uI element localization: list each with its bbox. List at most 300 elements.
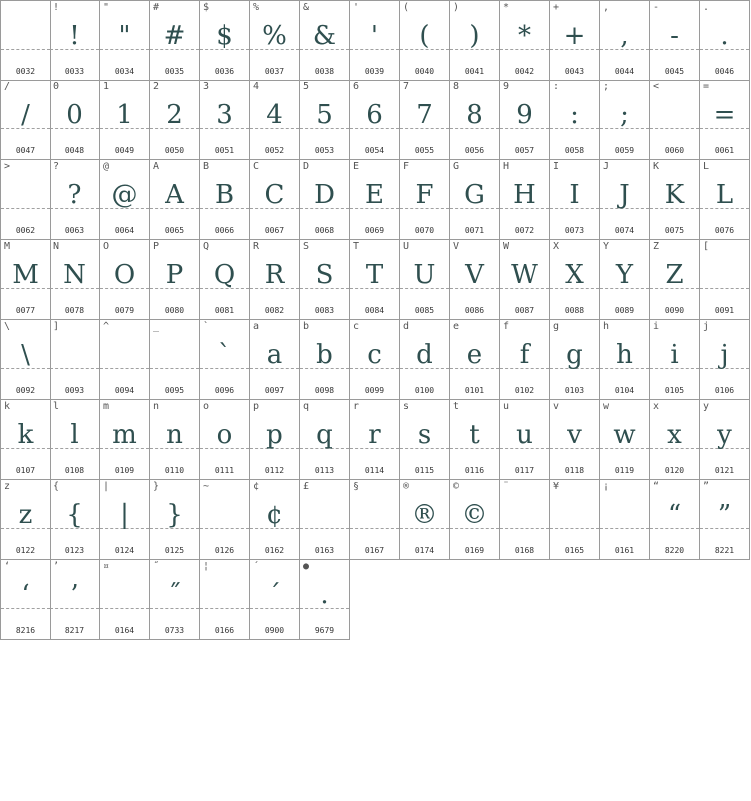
glyph-label: + (553, 2, 560, 13)
glyph-sample: 6 (366, 100, 383, 130)
glyph-code: 0126 (214, 546, 235, 555)
glyph-cell (100, 560, 150, 640)
glyph-code: 0068 (314, 226, 335, 235)
glyph-sample: 1 (116, 100, 133, 130)
glyph-cell (300, 320, 350, 400)
glyph-code: 0037 (264, 67, 285, 76)
glyph-code: 0053 (314, 146, 335, 155)
glyph-label: " (103, 2, 110, 13)
baseline-guide (150, 368, 199, 369)
glyph-label: ' (353, 2, 360, 13)
glyph-code: 0105 (664, 386, 685, 395)
glyph-label: $ (203, 2, 210, 13)
glyph-code: 0038 (314, 67, 335, 76)
glyph-cell (450, 480, 500, 560)
glyph-sample: Q (213, 260, 236, 290)
glyph-cell (450, 240, 500, 320)
baseline-guide (600, 528, 649, 529)
glyph-cell (600, 320, 650, 400)
glyph-cell (0, 0, 51, 81)
glyph-code: 0070 (414, 226, 435, 235)
glyph-cell (450, 0, 500, 81)
glyph-sample: D (314, 180, 335, 210)
glyph-code: 0086 (464, 306, 485, 315)
baseline-guide (300, 528, 349, 529)
glyph-sample: 3 (216, 100, 233, 130)
glyph-code: 0097 (264, 386, 285, 395)
glyph-sample: S (315, 260, 334, 290)
glyph-sample: = (713, 100, 736, 130)
glyph-label: D (303, 161, 310, 172)
glyph-cell (150, 320, 200, 400)
glyph-label: H (503, 161, 510, 172)
glyph-cell (250, 0, 300, 81)
glyph-code: 0046 (714, 67, 735, 76)
baseline-guide (100, 368, 149, 369)
glyph-code: 0102 (514, 386, 535, 395)
glyph-sample: B (214, 180, 235, 210)
glyph-code: 0111 (214, 466, 235, 475)
glyph-label: g (553, 321, 560, 332)
glyph-label: § (353, 481, 360, 492)
glyph-cell (550, 400, 600, 480)
glyph-sample: x (667, 420, 682, 450)
glyph-cell (650, 320, 700, 400)
glyph-sample: - (670, 21, 679, 51)
glyph-code: 0047 (15, 146, 36, 155)
glyph-sample: s (417, 420, 432, 450)
glyph-code: 0091 (714, 306, 735, 315)
glyph-code: 0096 (214, 386, 235, 395)
baseline-guide (650, 128, 699, 129)
glyph-label: S (303, 241, 310, 252)
glyph-cell (200, 80, 250, 160)
glyph-code: 0065 (164, 226, 185, 235)
glyph-label: t (453, 401, 460, 412)
glyph-label: p (253, 401, 260, 412)
glyph-code: 0733 (164, 626, 185, 635)
glyph-cell (350, 0, 400, 81)
glyph-label: _ (153, 321, 160, 332)
glyph-code: 0077 (15, 306, 36, 315)
glyph-cell (700, 400, 750, 480)
glyph-label: 8 (453, 81, 460, 92)
glyph-code: 0167 (364, 546, 385, 555)
glyph-cell (350, 240, 400, 320)
glyph-code: 0117 (514, 466, 535, 475)
glyph-label: ’ (53, 561, 60, 572)
glyph-sample: f (519, 340, 530, 370)
glyph-label: ~ (203, 481, 210, 492)
glyph-code: 0059 (614, 146, 635, 155)
glyph-cell (300, 560, 350, 640)
glyph-sample: ” (717, 500, 732, 530)
glyph-sample: I (569, 180, 580, 210)
glyph-code: 0060 (664, 146, 685, 155)
glyph-cell (100, 240, 150, 320)
glyph-label: w (603, 401, 610, 412)
glyph-sample: c (367, 340, 382, 370)
glyph-code: 0071 (464, 226, 485, 235)
glyph-code: 0084 (364, 306, 385, 315)
glyph-code: 0045 (664, 67, 685, 76)
glyph-label: r (353, 401, 360, 412)
glyph-sample: : (570, 100, 579, 130)
glyph-cell (200, 0, 250, 81)
glyph-label: Z (653, 241, 660, 252)
glyph-cell (350, 400, 400, 480)
glyph-sample: H (513, 180, 536, 210)
glyph-code: 0058 (564, 146, 585, 155)
baseline-guide (350, 528, 399, 529)
glyph-sample: N (63, 260, 86, 290)
glyph-code: 0043 (564, 67, 585, 76)
glyph-sample: M (12, 260, 39, 290)
glyph-label: “ (653, 481, 660, 492)
glyph-cell (700, 0, 750, 81)
glyph-sample: * (518, 21, 531, 51)
glyph-label: 9 (503, 81, 510, 92)
glyph-cell (350, 320, 400, 400)
glyph-code: 0042 (514, 67, 535, 76)
glyph-label: @ (103, 161, 110, 172)
glyph-cell (700, 240, 750, 320)
glyph-label: n (153, 401, 160, 412)
glyph-cell (350, 80, 400, 160)
glyph-code: 0120 (664, 466, 685, 475)
baseline-guide (1, 208, 50, 209)
glyph-label: x (653, 401, 660, 412)
glyph-label: h (603, 321, 610, 332)
glyph-label: 3 (203, 81, 210, 92)
glyph-cell (150, 240, 200, 320)
glyph-cell (250, 480, 300, 560)
glyph-code: 8217 (64, 626, 85, 635)
glyph-code: 0123 (64, 546, 85, 555)
glyph-sample: n (166, 420, 183, 450)
glyph-cell (450, 320, 500, 400)
glyph-label: k (4, 401, 11, 412)
glyph-label: / (4, 81, 11, 92)
glyph-cell (50, 480, 100, 560)
glyph-sample: C (264, 180, 285, 210)
glyph-cell (600, 160, 650, 240)
glyph-cell (0, 320, 51, 400)
glyph-sample: ¢ (266, 500, 283, 530)
glyph-label: B (203, 161, 210, 172)
glyph-code: 0174 (414, 546, 435, 555)
glyph-cell (100, 400, 150, 480)
glyph-cell (50, 80, 100, 160)
glyph-sample: 5 (316, 100, 333, 130)
glyph-sample: p (266, 420, 283, 450)
glyph-label: b (303, 321, 310, 332)
glyph-code: 8221 (714, 546, 735, 555)
glyph-cell (650, 400, 700, 480)
glyph-sample: 7 (416, 100, 433, 130)
glyph-cell (650, 0, 700, 81)
glyph-sample: ` (218, 340, 231, 370)
glyph-label: c (353, 321, 360, 332)
glyph-code: 0066 (214, 226, 235, 235)
glyph-label: ¡ (603, 481, 610, 492)
glyph-sample: F (415, 180, 434, 210)
glyph-cell (150, 480, 200, 560)
glyph-label: L (703, 161, 710, 172)
glyph-code: 0051 (214, 146, 235, 155)
glyph-code: 0069 (364, 226, 385, 235)
glyph-cell (0, 400, 51, 480)
glyph-cell (300, 80, 350, 160)
glyph-sample: ) (469, 21, 480, 51)
glyph-cell (400, 240, 450, 320)
glyph-cell (400, 80, 450, 160)
glyph-code: 0169 (464, 546, 485, 555)
glyph-label: ¢ (253, 481, 260, 492)
glyph-code: 0109 (114, 466, 135, 475)
glyph-label: T (353, 241, 360, 252)
glyph-label: ] (53, 321, 60, 332)
glyph-code: 0116 (464, 466, 485, 475)
glyph-code: 0087 (514, 306, 535, 315)
glyph-code: 0092 (15, 386, 36, 395)
glyph-code: 0122 (15, 546, 36, 555)
glyph-sample: 0 (66, 100, 83, 130)
glyph-code: 0036 (214, 67, 235, 76)
glyph-cell (150, 400, 200, 480)
glyph-code: 0089 (614, 306, 635, 315)
glyph-sample: O (113, 260, 136, 290)
glyph-code: 0107 (15, 466, 36, 475)
baseline-guide (500, 528, 549, 529)
glyph-cell (100, 80, 150, 160)
glyph-code: 0049 (114, 146, 135, 155)
glyph-label: d (403, 321, 410, 332)
glyph-cell (700, 320, 750, 400)
glyph-label: } (153, 481, 160, 492)
glyph-sample: J (619, 180, 630, 210)
glyph-label: I (553, 161, 560, 172)
glyph-label: z (4, 481, 11, 492)
glyph-sample: y (717, 420, 732, 450)
glyph-code: 0044 (614, 67, 635, 76)
glyph-code: 0088 (564, 306, 585, 315)
glyph-label: & (303, 2, 310, 13)
glyph-label: U (403, 241, 410, 252)
glyph-code: 0165 (564, 546, 585, 555)
glyph-cell (250, 240, 300, 320)
glyph-code: 0101 (464, 386, 485, 395)
glyph-code: 0078 (64, 306, 85, 315)
glyph-cell (0, 560, 51, 640)
glyph-cell (500, 320, 550, 400)
glyph-label: O (103, 241, 110, 252)
glyph-sample: K (664, 180, 685, 210)
glyph-cell (400, 320, 450, 400)
glyph-cell (450, 400, 500, 480)
glyph-label: e (453, 321, 460, 332)
glyph-cell (100, 160, 150, 240)
glyph-sample: g (566, 340, 583, 370)
glyph-label: ” (703, 481, 710, 492)
glyph-sample: ΄ (268, 580, 281, 610)
glyph-cell (0, 80, 51, 160)
glyph-sample: ® (411, 500, 438, 530)
glyph-code: 0075 (664, 226, 685, 235)
glyph-code: 0076 (714, 226, 735, 235)
glyph-code: 0108 (64, 466, 85, 475)
glyph-cell (50, 560, 100, 640)
glyph-label: P (153, 241, 160, 252)
glyph-code: 0034 (114, 67, 135, 76)
glyph-label: 1 (103, 81, 110, 92)
glyph-code: 0072 (514, 226, 535, 235)
glyph-code: 0062 (15, 226, 36, 235)
glyph-label: Q (203, 241, 210, 252)
glyph-code: 0082 (264, 306, 285, 315)
glyph-label: q (303, 401, 310, 412)
glyph-label: | (103, 481, 110, 492)
glyph-label: . (703, 2, 710, 13)
glyph-label: ¤ (103, 561, 110, 572)
glyph-sample: % (262, 21, 287, 51)
glyph-sample: u (516, 420, 533, 450)
glyph-label: M (4, 241, 11, 252)
glyph-code: 0090 (664, 306, 685, 315)
glyph-cell (700, 80, 750, 160)
glyph-sample: , (620, 21, 629, 51)
glyph-cell (300, 480, 350, 560)
glyph-label: X (553, 241, 560, 252)
glyph-code: 0067 (264, 226, 285, 235)
glyph-cell (600, 400, 650, 480)
glyph-label: 2 (153, 81, 160, 92)
glyph-cell (500, 480, 550, 560)
glyph-code: 0052 (264, 146, 285, 155)
glyph-label: 7 (403, 81, 410, 92)
glyph-code: 0048 (64, 146, 85, 155)
glyph-label: N (53, 241, 60, 252)
glyph-label: v (553, 401, 560, 412)
glyph-sample: R (264, 260, 285, 290)
glyph-sample: { (66, 500, 83, 530)
glyph-cell (400, 480, 450, 560)
glyph-label: W (503, 241, 510, 252)
glyph-code: 0166 (214, 626, 235, 635)
glyph-code: 0035 (164, 67, 185, 76)
glyph-code: 0100 (414, 386, 435, 395)
glyph-cell (50, 0, 100, 81)
glyph-cell (550, 480, 600, 560)
glyph-label: < (653, 81, 660, 92)
glyph-cell (50, 320, 100, 400)
glyph-code: 0110 (164, 466, 185, 475)
glyph-sample: o (216, 420, 233, 450)
glyph-label: f (503, 321, 510, 332)
glyph-cell (150, 80, 200, 160)
glyph-sample: 4 (266, 100, 283, 130)
glyph-code: 0056 (464, 146, 485, 155)
glyph-sample: “ (667, 500, 682, 530)
glyph-cell (650, 80, 700, 160)
glyph-label: C (253, 161, 260, 172)
glyph-cell (250, 160, 300, 240)
glyph-cell (200, 480, 250, 560)
glyph-cell (500, 80, 550, 160)
glyph-label: J (603, 161, 610, 172)
glyph-label: ¥ (553, 481, 560, 492)
glyph-label: \ (4, 321, 11, 332)
glyph-label: y (703, 401, 710, 412)
glyph-code: 0112 (264, 466, 285, 475)
glyph-cell (200, 240, 250, 320)
glyph-label: * (503, 2, 510, 13)
glyph-cell (300, 160, 350, 240)
glyph-cell (150, 560, 200, 640)
glyph-cell (250, 80, 300, 160)
glyph-sample: 9 (516, 100, 533, 130)
glyph-cell (50, 400, 100, 480)
glyph-cell (550, 0, 600, 81)
glyph-label: , (603, 2, 610, 13)
glyph-sample: l (70, 420, 79, 450)
glyph-sample: b (316, 340, 333, 370)
glyph-sample: Z (665, 260, 684, 290)
glyph-sample: A (165, 180, 184, 210)
baseline-guide (550, 528, 599, 529)
glyph-cell (200, 560, 250, 640)
glyph-sample: " (118, 21, 131, 51)
glyph-label: ΄ (253, 561, 260, 572)
glyph-cell (400, 0, 450, 81)
glyph-sample: t (469, 420, 480, 450)
glyph-code: 0106 (714, 386, 735, 395)
glyph-cell (250, 320, 300, 400)
glyph-label: ˝ (153, 561, 160, 572)
glyph-code: 0040 (414, 67, 435, 76)
glyph-cell (250, 400, 300, 480)
glyph-code: 0163 (314, 546, 335, 555)
glyph-cell (550, 320, 600, 400)
glyph-cell (100, 320, 150, 400)
glyph-code: 0074 (614, 226, 635, 235)
glyph-sample: $ (216, 21, 233, 51)
glyph-label: : (553, 81, 560, 92)
baseline-guide (700, 288, 749, 289)
glyph-sample: Y (615, 260, 634, 290)
glyph-label: l (53, 401, 60, 412)
glyph-cell (250, 560, 300, 640)
glyph-cell (150, 0, 200, 81)
glyph-code: 0032 (15, 67, 36, 76)
glyph-label: ¦ (203, 561, 210, 572)
glyph-code: 0124 (114, 546, 135, 555)
glyph-code: 0900 (264, 626, 285, 635)
glyph-cell (300, 400, 350, 480)
glyph-label: ● (303, 561, 310, 572)
glyph-label: - (653, 2, 660, 13)
glyph-label: 6 (353, 81, 360, 92)
glyph-code: 0164 (114, 626, 135, 635)
glyph-code: 0121 (714, 466, 735, 475)
glyph-sample: # (163, 21, 186, 51)
glyph-sample: ! (69, 21, 80, 51)
glyph-cell (300, 240, 350, 320)
glyph-code: 0057 (514, 146, 535, 155)
glyph-cell (650, 240, 700, 320)
glyph-cell (500, 400, 550, 480)
glyph-sample: ‘ (21, 580, 30, 610)
